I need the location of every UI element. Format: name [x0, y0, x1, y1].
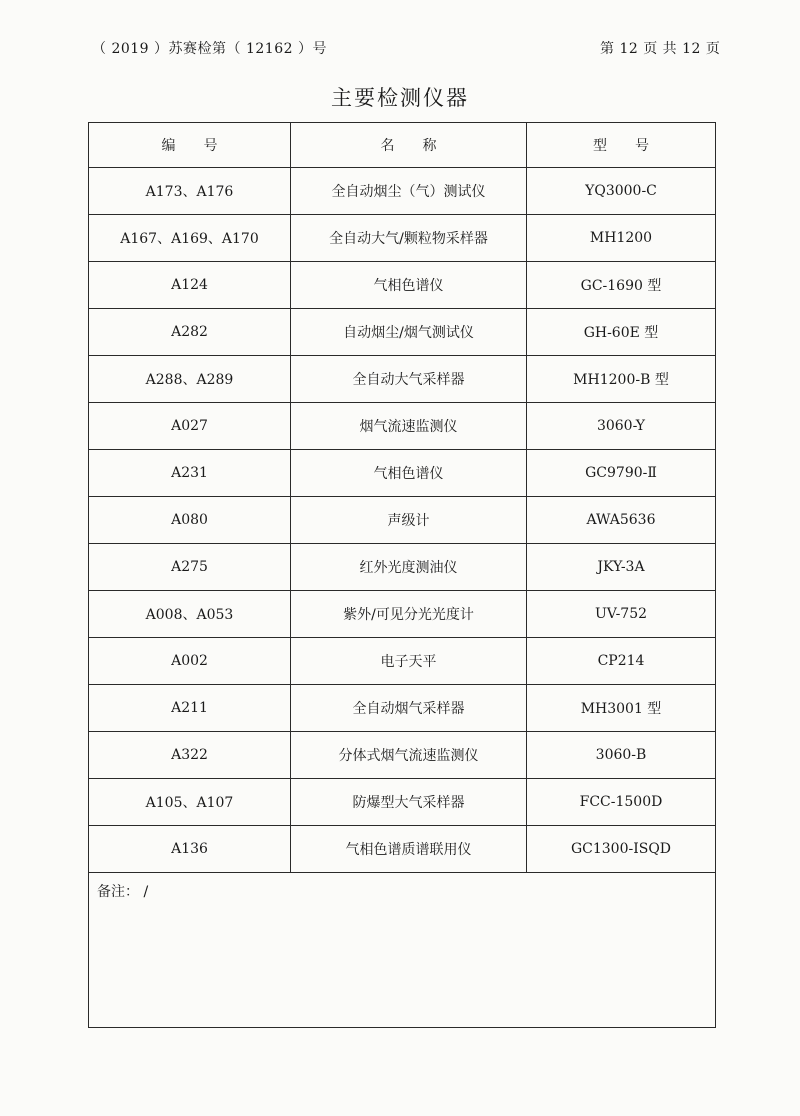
table-row	[89, 779, 716, 826]
cell-id: A008、A053	[89, 591, 291, 638]
cell-model: 3060-B	[527, 732, 716, 779]
cell-name: 自动烟尘/烟气测试仪	[291, 309, 527, 356]
cell-id: A027	[89, 403, 291, 450]
table-row	[89, 826, 716, 873]
cell-name: 紫外/可见分光光度计	[291, 591, 527, 638]
cell-model: AWA5636	[527, 497, 716, 544]
cell-model: GC1300-ISQD	[527, 826, 716, 873]
cell-model: GH-60E 型	[527, 309, 716, 356]
cell-name: 全自动烟尘（气）测试仪	[291, 168, 527, 215]
cell-model: CP214	[527, 638, 716, 685]
cell-id: A211	[89, 685, 291, 732]
column-header-id: 编号	[89, 123, 291, 168]
cell-name: 全自动烟气采样器	[291, 685, 527, 732]
instrument-table	[88, 122, 716, 1028]
cell-name: 声级计	[291, 497, 527, 544]
cell-id: A080	[89, 497, 291, 544]
cell-model: YQ3000-C	[527, 168, 716, 215]
page-indicator: 第 12 页 共 12 页	[600, 41, 721, 57]
cell-id: A231	[89, 450, 291, 497]
cell-name: 电子天平	[291, 638, 527, 685]
cell-id: A173、A176	[89, 168, 291, 215]
table-row	[89, 591, 716, 638]
column-header-model: 型号	[527, 123, 716, 168]
table-row	[89, 262, 716, 309]
table-row	[89, 732, 716, 779]
cell-model: JKY-3A	[527, 544, 716, 591]
cell-id: A002	[89, 638, 291, 685]
table-row	[89, 168, 716, 215]
cell-name: 气相色谱质谱联用仪	[291, 826, 527, 873]
cell-id: A282	[89, 309, 291, 356]
cell-name: 全自动大气/颗粒物采样器	[291, 215, 527, 262]
cell-id: A322	[89, 732, 291, 779]
cell-model: UV-752	[527, 591, 716, 638]
cell-model: MH1200	[527, 215, 716, 262]
cell-name: 全自动大气采样器	[291, 356, 527, 403]
report-number: （ 2019 ）苏赛检第（ 12162 ）号	[92, 41, 327, 57]
cell-id: A105、A107	[89, 779, 291, 826]
cell-name: 防爆型大气采样器	[291, 779, 527, 826]
cell-model: MH3001 型	[527, 685, 716, 732]
cell-name: 烟气流速监测仪	[291, 403, 527, 450]
cell-id: A275	[89, 544, 291, 591]
cell-model: MH1200-B 型	[527, 356, 716, 403]
cell-id: A167、A169、A170	[89, 215, 291, 262]
table-row	[89, 356, 716, 403]
cell-model: 3060-Y	[527, 403, 716, 450]
table-row	[89, 685, 716, 732]
cell-model: FCC-1500D	[527, 779, 716, 826]
cell-id: A124	[89, 262, 291, 309]
cell-name: 红外光度测油仪	[291, 544, 527, 591]
table-row	[89, 544, 716, 591]
cell-model: GC9790-Ⅱ	[527, 450, 716, 497]
column-header-name: 名称	[291, 123, 527, 168]
cell-id: A288、A289	[89, 356, 291, 403]
cell-model: GC-1690 型	[527, 262, 716, 309]
table-header-row	[89, 123, 716, 168]
cell-name: 气相色谱仪	[291, 262, 527, 309]
page-title: 主要检测仪器	[331, 86, 469, 110]
table-row	[89, 309, 716, 356]
table-row	[89, 638, 716, 685]
table-row	[89, 497, 716, 544]
cell-name: 分体式烟气流速监测仪	[291, 732, 527, 779]
table-row	[89, 403, 716, 450]
table-row	[89, 450, 716, 497]
remarks-row	[89, 873, 716, 1028]
remarks-cell: 备注： /	[89, 873, 716, 1028]
table-row	[89, 215, 716, 262]
cell-name: 气相色谱仪	[291, 450, 527, 497]
cell-id: A136	[89, 826, 291, 873]
